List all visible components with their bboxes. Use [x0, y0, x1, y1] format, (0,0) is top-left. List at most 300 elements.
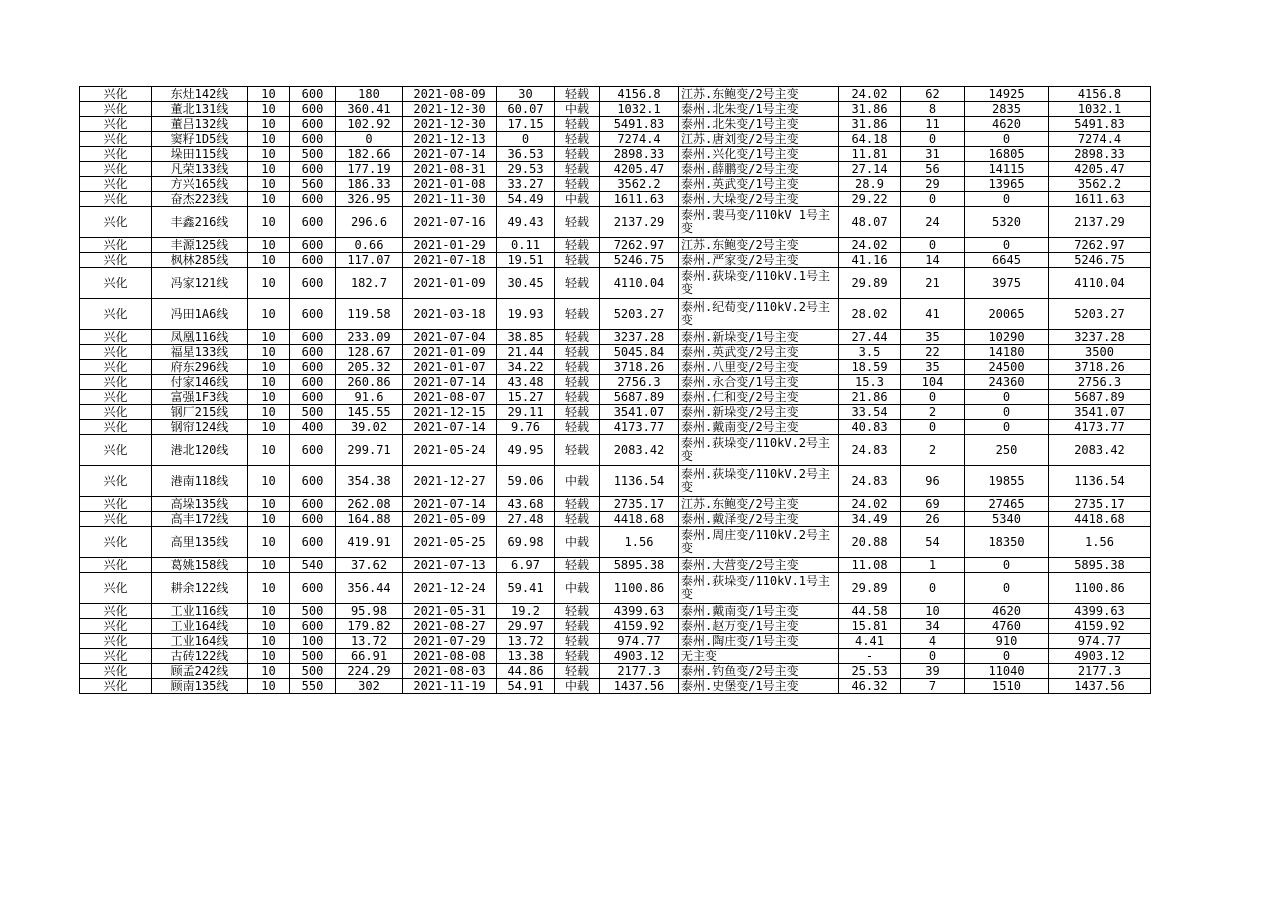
user-capacity-cell: 10290 [965, 330, 1049, 345]
voltage-cell: 10 [248, 238, 290, 253]
capacity-cell: 550 [290, 679, 336, 694]
max-load-cell: 0 [336, 132, 403, 147]
open-capacity-cell: 7262.97 [1049, 238, 1151, 253]
substation-transformer-cell: 泰州.荻垛变/110kV.1号主变 [679, 268, 839, 299]
max-load-cell: 37.62 [336, 558, 403, 573]
available-capacity-cell: 5203.27 [600, 299, 679, 330]
region-cell: 兴化 [80, 649, 152, 664]
load-rate-cell: 30.45 [497, 268, 555, 299]
available-capacity-cell: 2177.3 [600, 664, 679, 679]
load-level-cell: 轻载 [555, 253, 600, 268]
transformer-load-rate-cell: 3.5 [839, 345, 901, 360]
max-load-cell: 117.07 [336, 253, 403, 268]
max-load-cell: 224.29 [336, 664, 403, 679]
region-cell: 兴化 [80, 238, 152, 253]
load-rate-cell: 59.41 [497, 573, 555, 604]
capacity-cell: 600 [290, 466, 336, 497]
table-row [80, 604, 1151, 619]
table-row [80, 177, 1151, 192]
max-load-cell: 13.72 [336, 634, 403, 649]
line-name-cell: 奋杰223线 [152, 192, 248, 207]
line-name-cell: 丰源125线 [152, 238, 248, 253]
max-load-cell: 39.02 [336, 420, 403, 435]
load-level-cell: 轻载 [555, 604, 600, 619]
user-capacity-cell: 4620 [965, 604, 1049, 619]
table-row [80, 238, 1151, 253]
user-capacity-cell: 4760 [965, 619, 1049, 634]
load-rate-cell: 21.44 [497, 345, 555, 360]
max-load-date-cell: 2021-12-15 [403, 405, 497, 420]
load-rate-cell: 49.43 [497, 207, 555, 238]
transformer-load-rate-cell: 28.9 [839, 177, 901, 192]
voltage-cell: 10 [248, 268, 290, 299]
transformer-load-rate-cell: 21.86 [839, 390, 901, 405]
region-cell: 兴化 [80, 420, 152, 435]
load-level-cell: 轻载 [555, 162, 600, 177]
transformer-load-rate-cell: 46.32 [839, 679, 901, 694]
transformer-load-rate-cell: 24.02 [839, 497, 901, 512]
max-load-cell: 356.44 [336, 573, 403, 604]
region-cell: 兴化 [80, 147, 152, 162]
open-capacity-cell: 4159.92 [1049, 619, 1151, 634]
load-rate-cell: 38.85 [497, 330, 555, 345]
substation-transformer-cell: 泰州.陶庄变/1号主变 [679, 634, 839, 649]
region-cell: 兴化 [80, 512, 152, 527]
table-row [80, 679, 1151, 694]
capacity-cell: 600 [290, 497, 336, 512]
max-load-date-cell: 2021-07-14 [403, 375, 497, 390]
open-capacity-cell: 4110.04 [1049, 268, 1151, 299]
line-name-cell: 高垛135线 [152, 497, 248, 512]
open-capacity-cell: 4205.47 [1049, 162, 1151, 177]
capacity-cell: 600 [290, 132, 336, 147]
load-level-cell: 中载 [555, 679, 600, 694]
table-row [80, 497, 1151, 512]
open-capacity-cell: 1136.54 [1049, 466, 1151, 497]
open-capacity-cell: 1611.63 [1049, 192, 1151, 207]
load-rate-cell: 29.97 [497, 619, 555, 634]
max-load-date-cell: 2021-07-14 [403, 147, 497, 162]
transformer-load-rate-cell: 28.02 [839, 299, 901, 330]
substation-transformer-cell: 泰州.英武变/1号主变 [679, 177, 839, 192]
max-load-date-cell: 2021-01-29 [403, 238, 497, 253]
load-level-cell: 轻载 [555, 330, 600, 345]
user-capacity-cell: 14925 [965, 87, 1049, 102]
voltage-cell: 10 [248, 649, 290, 664]
transformer-load-rate-cell: 24.02 [839, 87, 901, 102]
load-level-cell: 轻载 [555, 405, 600, 420]
available-capacity-cell: 1100.86 [600, 573, 679, 604]
load-level-cell: 轻载 [555, 497, 600, 512]
load-rate-cell: 19.2 [497, 604, 555, 619]
max-load-cell: 354.38 [336, 466, 403, 497]
load-level-cell: 中载 [555, 527, 600, 558]
load-level-cell: 轻载 [555, 634, 600, 649]
max-load-date-cell: 2021-12-30 [403, 117, 497, 132]
transformer-load-rate-cell: 15.3 [839, 375, 901, 390]
capacity-cell: 100 [290, 634, 336, 649]
max-load-date-cell: 2021-07-14 [403, 420, 497, 435]
transformer-load-rate-cell: 20.88 [839, 527, 901, 558]
table-row [80, 207, 1151, 238]
line-name-cell: 工业116线 [152, 604, 248, 619]
table-row [80, 117, 1151, 132]
user-capacity-cell: 6645 [965, 253, 1049, 268]
transformer-load-rate-cell: 25.53 [839, 664, 901, 679]
load-rate-cell: 15.27 [497, 390, 555, 405]
max-load-date-cell: 2021-08-27 [403, 619, 497, 634]
open-capacity-cell: 974.77 [1049, 634, 1151, 649]
substation-transformer-cell: 泰州.钓鱼变/2号主变 [679, 664, 839, 679]
load-rate-cell: 33.27 [497, 177, 555, 192]
load-level-cell: 中载 [555, 102, 600, 117]
transformer-load-rate-cell: 4.41 [839, 634, 901, 649]
user-count-cell: 56 [901, 162, 965, 177]
substation-transformer-cell: 泰州.荻垛变/110kV.2号主变 [679, 466, 839, 497]
region-cell: 兴化 [80, 177, 152, 192]
available-capacity-cell: 5895.38 [600, 558, 679, 573]
user-count-cell: 0 [901, 238, 965, 253]
substation-transformer-cell: 泰州.新垛变/1号主变 [679, 330, 839, 345]
region-cell: 兴化 [80, 207, 152, 238]
max-load-date-cell: 2021-08-31 [403, 162, 497, 177]
user-count-cell: 96 [901, 466, 965, 497]
user-count-cell: 62 [901, 87, 965, 102]
capacity-cell: 600 [290, 117, 336, 132]
load-level-cell: 轻载 [555, 558, 600, 573]
user-capacity-cell: 14180 [965, 345, 1049, 360]
table-row [80, 649, 1151, 664]
load-level-cell: 轻载 [555, 207, 600, 238]
substation-transformer-cell: 泰州.戴南变/2号主变 [679, 420, 839, 435]
transformer-load-rate-cell: 29.89 [839, 573, 901, 604]
substation-transformer-cell: 泰州.戴泽变/2号主变 [679, 512, 839, 527]
available-capacity-cell: 7274.4 [600, 132, 679, 147]
line-name-cell: 港南118线 [152, 466, 248, 497]
max-load-date-cell: 2021-03-18 [403, 299, 497, 330]
user-capacity-cell: 0 [965, 192, 1049, 207]
load-level-cell: 轻载 [555, 147, 600, 162]
region-cell: 兴化 [80, 497, 152, 512]
table-row [80, 345, 1151, 360]
open-capacity-cell: 2898.33 [1049, 147, 1151, 162]
substation-transformer-cell: 泰州.仁和变/2号主变 [679, 390, 839, 405]
available-capacity-cell: 4418.68 [600, 512, 679, 527]
load-rate-cell: 69.98 [497, 527, 555, 558]
user-capacity-cell: 4620 [965, 117, 1049, 132]
load-level-cell: 轻载 [555, 619, 600, 634]
open-capacity-cell: 4903.12 [1049, 649, 1151, 664]
load-rate-cell: 49.95 [497, 435, 555, 466]
open-capacity-cell: 7274.4 [1049, 132, 1151, 147]
table-row [80, 87, 1151, 102]
available-capacity-cell: 2083.42 [600, 435, 679, 466]
user-capacity-cell: 3975 [965, 268, 1049, 299]
table-row [80, 253, 1151, 268]
available-capacity-cell: 4205.47 [600, 162, 679, 177]
open-capacity-cell: 2735.17 [1049, 497, 1151, 512]
open-capacity-cell: 3541.07 [1049, 405, 1151, 420]
table-row [80, 360, 1151, 375]
user-count-cell: 2 [901, 405, 965, 420]
table-row [80, 147, 1151, 162]
table-row [80, 420, 1151, 435]
load-level-cell: 轻载 [555, 87, 600, 102]
substation-transformer-cell: 江苏.东鲍变/2号主变 [679, 87, 839, 102]
available-capacity-cell: 3562.2 [600, 177, 679, 192]
capacity-cell: 600 [290, 268, 336, 299]
transformer-load-rate-cell: 29.89 [839, 268, 901, 299]
max-load-cell: 66.91 [336, 649, 403, 664]
user-capacity-cell: 1510 [965, 679, 1049, 694]
max-load-date-cell: 2021-07-13 [403, 558, 497, 573]
available-capacity-cell: 4399.63 [600, 604, 679, 619]
line-name-cell: 垛田115线 [152, 147, 248, 162]
line-name-cell: 耕余122线 [152, 573, 248, 604]
transformer-load-rate-cell: 11.81 [839, 147, 901, 162]
load-level-cell: 轻载 [555, 117, 600, 132]
transformer-load-rate-cell: 11.08 [839, 558, 901, 573]
user-capacity-cell: 0 [965, 405, 1049, 420]
substation-transformer-cell: 泰州.兴化变/1号主变 [679, 147, 839, 162]
available-capacity-cell: 4159.92 [600, 619, 679, 634]
user-count-cell: 22 [901, 345, 965, 360]
max-load-date-cell: 2021-07-14 [403, 497, 497, 512]
open-capacity-cell: 3237.28 [1049, 330, 1151, 345]
load-rate-cell: 27.48 [497, 512, 555, 527]
line-name-cell: 顾南135线 [152, 679, 248, 694]
capacity-cell: 500 [290, 604, 336, 619]
capacity-cell: 600 [290, 299, 336, 330]
user-capacity-cell: 0 [965, 573, 1049, 604]
capacity-cell: 540 [290, 558, 336, 573]
max-load-cell: 299.71 [336, 435, 403, 466]
user-count-cell: 1 [901, 558, 965, 573]
voltage-cell: 10 [248, 147, 290, 162]
voltage-cell: 10 [248, 390, 290, 405]
substation-transformer-cell: 泰州.英武变/2号主变 [679, 345, 839, 360]
user-count-cell: 11 [901, 117, 965, 132]
substation-transformer-cell: 泰州.北朱变/1号主变 [679, 117, 839, 132]
transformer-load-rate-cell: 41.16 [839, 253, 901, 268]
voltage-cell: 10 [248, 497, 290, 512]
line-name-cell: 东灶142线 [152, 87, 248, 102]
user-count-cell: 10 [901, 604, 965, 619]
transformer-load-rate-cell: 64.18 [839, 132, 901, 147]
table-row [80, 573, 1151, 604]
max-load-cell: 302 [336, 679, 403, 694]
table-row [80, 466, 1151, 497]
max-load-cell: 0.66 [336, 238, 403, 253]
substation-transformer-cell: 泰州.新垛变/2号主变 [679, 405, 839, 420]
max-load-cell: 419.91 [336, 527, 403, 558]
available-capacity-cell: 2137.29 [600, 207, 679, 238]
available-capacity-cell: 4903.12 [600, 649, 679, 664]
load-rate-cell: 0.11 [497, 238, 555, 253]
substation-transformer-cell: 泰州.荻垛变/110kV.2号主变 [679, 435, 839, 466]
user-count-cell: 35 [901, 330, 965, 345]
line-name-cell: 窦籽1D5线 [152, 132, 248, 147]
line-name-cell: 方兴165线 [152, 177, 248, 192]
user-count-cell: 21 [901, 268, 965, 299]
max-load-cell: 119.58 [336, 299, 403, 330]
max-load-date-cell: 2021-05-24 [403, 435, 497, 466]
transformer-load-rate-cell: 31.86 [839, 117, 901, 132]
table-row [80, 192, 1151, 207]
substation-transformer-cell: 泰州.裴马变/110kV 1号主变 [679, 207, 839, 238]
voltage-cell: 10 [248, 162, 290, 177]
region-cell: 兴化 [80, 132, 152, 147]
capacity-cell: 600 [290, 512, 336, 527]
load-rate-cell: 60.07 [497, 102, 555, 117]
capacity-cell: 600 [290, 527, 336, 558]
user-capacity-cell: 24360 [965, 375, 1049, 390]
max-load-date-cell: 2021-01-09 [403, 268, 497, 299]
voltage-cell: 10 [248, 330, 290, 345]
available-capacity-cell: 5491.83 [600, 117, 679, 132]
table-row [80, 132, 1151, 147]
voltage-cell: 10 [248, 345, 290, 360]
user-capacity-cell: 24500 [965, 360, 1049, 375]
voltage-cell: 10 [248, 207, 290, 238]
load-level-cell: 中载 [555, 192, 600, 207]
load-rate-cell: 34.22 [497, 360, 555, 375]
voltage-cell: 10 [248, 360, 290, 375]
capacity-cell: 600 [290, 360, 336, 375]
voltage-cell: 10 [248, 527, 290, 558]
substation-transformer-cell: 泰州.薛鹏变/2号主变 [679, 162, 839, 177]
max-load-date-cell: 2021-11-30 [403, 192, 497, 207]
open-capacity-cell: 5203.27 [1049, 299, 1151, 330]
capacity-cell: 600 [290, 162, 336, 177]
load-rate-cell: 13.72 [497, 634, 555, 649]
max-load-cell: 91.6 [336, 390, 403, 405]
user-count-cell: 39 [901, 664, 965, 679]
user-capacity-cell: 0 [965, 238, 1049, 253]
capacity-cell: 500 [290, 664, 336, 679]
transformer-load-rate-cell: 34.49 [839, 512, 901, 527]
open-capacity-cell: 1437.56 [1049, 679, 1151, 694]
max-load-cell: 360.41 [336, 102, 403, 117]
user-count-cell: 31 [901, 147, 965, 162]
transformer-load-rate-cell: 18.59 [839, 360, 901, 375]
max-load-date-cell: 2021-12-27 [403, 466, 497, 497]
load-level-cell: 轻载 [555, 177, 600, 192]
max-load-date-cell: 2021-07-04 [403, 330, 497, 345]
max-load-cell: 95.98 [336, 604, 403, 619]
line-name-cell: 冯家121线 [152, 268, 248, 299]
open-capacity-cell: 4173.77 [1049, 420, 1151, 435]
region-cell: 兴化 [80, 390, 152, 405]
substation-transformer-cell: 泰州.荻垛变/110kV.1号主变 [679, 573, 839, 604]
user-capacity-cell: 0 [965, 390, 1049, 405]
user-count-cell: 0 [901, 573, 965, 604]
max-load-date-cell: 2021-08-03 [403, 664, 497, 679]
voltage-cell: 10 [248, 192, 290, 207]
substation-transformer-cell: 江苏.唐刘变/2号主变 [679, 132, 839, 147]
table-row [80, 299, 1151, 330]
max-load-cell: 128.67 [336, 345, 403, 360]
available-capacity-cell: 1.56 [600, 527, 679, 558]
open-capacity-cell: 2083.42 [1049, 435, 1151, 466]
load-level-cell: 轻载 [555, 299, 600, 330]
table-body [80, 87, 1151, 694]
region-cell: 兴化 [80, 162, 152, 177]
user-count-cell: 8 [901, 102, 965, 117]
transformer-load-rate-cell: 33.54 [839, 405, 901, 420]
max-load-cell: 260.86 [336, 375, 403, 390]
transformer-load-rate-cell: 31.86 [839, 102, 901, 117]
capacity-cell: 600 [290, 207, 336, 238]
region-cell: 兴化 [80, 330, 152, 345]
substation-transformer-cell: 无主变 [679, 649, 839, 664]
transformer-load-rate-cell: 44.58 [839, 604, 901, 619]
region-cell: 兴化 [80, 558, 152, 573]
available-capacity-cell: 4110.04 [600, 268, 679, 299]
max-load-cell: 102.92 [336, 117, 403, 132]
table-row [80, 330, 1151, 345]
max-load-date-cell: 2021-05-25 [403, 527, 497, 558]
substation-transformer-cell: 泰州.大营变/2号主变 [679, 558, 839, 573]
open-capacity-cell: 3500 [1049, 345, 1151, 360]
load-rate-cell: 30 [497, 87, 555, 102]
max-load-date-cell: 2021-08-07 [403, 390, 497, 405]
open-capacity-cell: 1032.1 [1049, 102, 1151, 117]
line-name-cell: 葛姚158线 [152, 558, 248, 573]
table-row [80, 405, 1151, 420]
available-capacity-cell: 5687.89 [600, 390, 679, 405]
available-capacity-cell: 1611.63 [600, 192, 679, 207]
user-capacity-cell: 19855 [965, 466, 1049, 497]
open-capacity-cell: 4418.68 [1049, 512, 1151, 527]
load-rate-cell: 54.91 [497, 679, 555, 694]
table-row [80, 435, 1151, 466]
user-capacity-cell: 0 [965, 558, 1049, 573]
substation-transformer-cell: 泰州.戴南变/1号主变 [679, 604, 839, 619]
user-capacity-cell: 0 [965, 132, 1049, 147]
max-load-cell: 296.6 [336, 207, 403, 238]
available-capacity-cell: 5246.75 [600, 253, 679, 268]
table-row [80, 619, 1151, 634]
open-capacity-cell: 2177.3 [1049, 664, 1151, 679]
line-name-cell: 董北131线 [152, 102, 248, 117]
user-capacity-cell: 11040 [965, 664, 1049, 679]
region-cell: 兴化 [80, 87, 152, 102]
user-count-cell: 41 [901, 299, 965, 330]
user-capacity-cell: 5340 [965, 512, 1049, 527]
max-load-date-cell: 2021-08-08 [403, 649, 497, 664]
voltage-cell: 10 [248, 435, 290, 466]
region-cell: 兴化 [80, 253, 152, 268]
line-load-table [79, 86, 1151, 694]
line-name-cell: 钢厂215线 [152, 405, 248, 420]
voltage-cell: 10 [248, 177, 290, 192]
capacity-cell: 600 [290, 573, 336, 604]
voltage-cell: 10 [248, 405, 290, 420]
load-rate-cell: 54.49 [497, 192, 555, 207]
user-count-cell: 14 [901, 253, 965, 268]
max-load-cell: 205.32 [336, 360, 403, 375]
user-count-cell: 69 [901, 497, 965, 512]
line-name-cell: 府东296线 [152, 360, 248, 375]
capacity-cell: 400 [290, 420, 336, 435]
capacity-cell: 600 [290, 192, 336, 207]
available-capacity-cell: 4173.77 [600, 420, 679, 435]
max-load-date-cell: 2021-01-09 [403, 345, 497, 360]
transformer-load-rate-cell: 15.81 [839, 619, 901, 634]
load-rate-cell: 19.93 [497, 299, 555, 330]
load-rate-cell: 29.53 [497, 162, 555, 177]
